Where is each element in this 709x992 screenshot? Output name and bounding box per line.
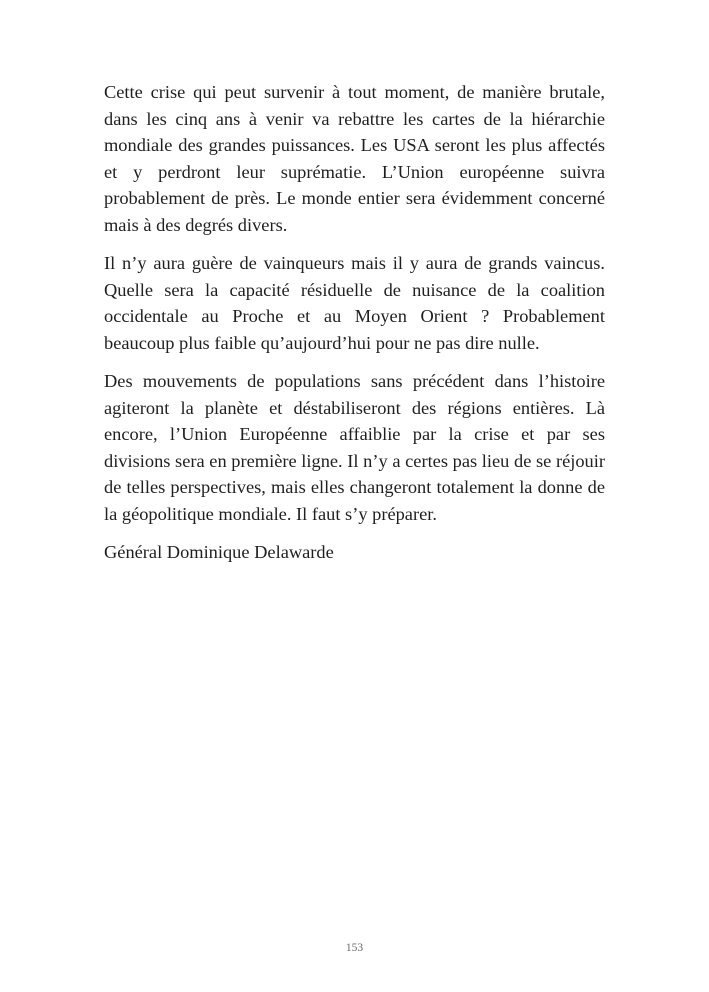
page-number: 153: [345, 942, 364, 954]
signature: Général Dominique Delawarde: [104, 542, 334, 562]
paragraph-1: Cette crise qui peut survenir à tout moment, de manière brutale, dans les cinq ans à venir va rebattre les cartes de la hiérarchie mondiale des grandes puissances. Les USA seront les plus affectés et y perdront leur suprématie. L’Union européenne suivra probablement de près. Le monde entier sera évidemment concerné mais à des degrés divers.: [104, 82, 605, 235]
paragraph-2: Il n’y aura guère de vainqueurs mais il y aura de grands vaincus. Quelle sera la capacité résiduelle de nuisance de la coalition occidentale au Proche et au Moyen Orient ? Probablement beaucoup plus faible qu’aujourd’hui pour ne pas dire nulle.: [104, 253, 605, 353]
body-text: [104, 79, 605, 566]
paragraph-3: Des mouvements de populations sans précédent dans l’histoire agiteront la planète et déstabiliseront des régions entières. Là encore, l’Union Européenne affaiblie par la crise et par ses divisions sera en première ligne. Il n’y a certes pas lieu de se réjouir de telles perspectives, mais elles changeront totalement la donne de la géopolitique mondiale. Il faut s’y préparer.: [104, 371, 605, 524]
